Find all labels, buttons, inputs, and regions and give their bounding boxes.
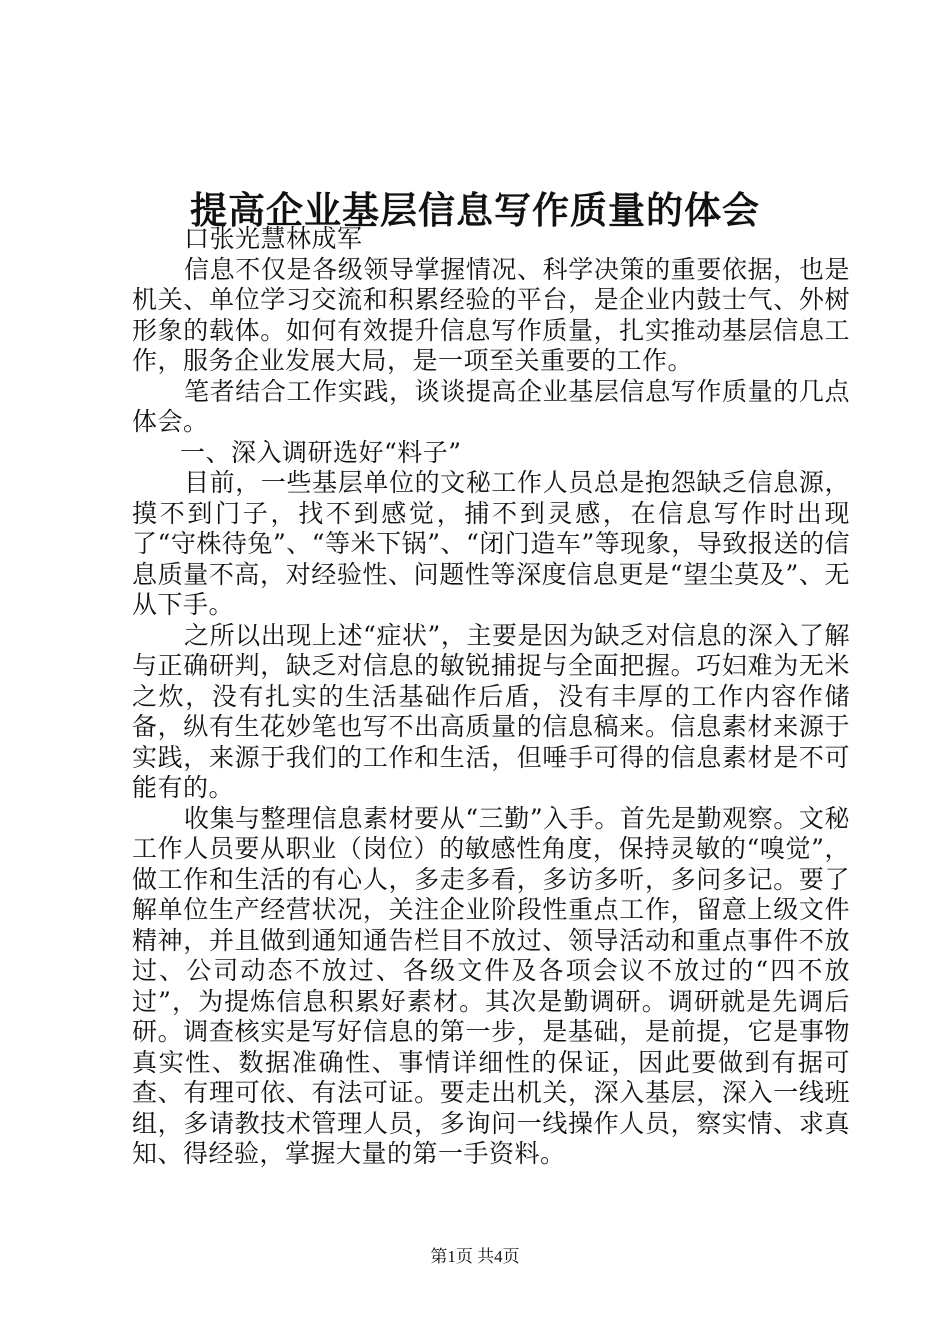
- paragraph-intro-2: 笔者结合工作实践，谈谈提高企业基层信息写作质量的几点体会。: [132, 376, 850, 436]
- section-heading-1: 一、深入调研选好“料子”: [180, 437, 462, 467]
- paragraph-section-1-2: 之所以出现上述“症状”，主要是因为缺乏对信息的深入了解与正确研判，缺乏对信息的敏锐捕捉与全面把握。巧妇难为无米之炊，没有扎实的生活基础作后盾，没有丰厚的工作内容作储备，纵有生花妙笔也写不出高质量的信息稿来。信息素材来源于实践，来源于我们的工作和生活，但唾手可得的信息素材是不可能有的。: [132, 620, 850, 802]
- paragraph-section-1-1: 目前，一些基层单位的文秘工作人员总是抱怨缺乏信息源，摸不到门子，找不到感觉，捕不到灵感，在信息写作时出现了“守株待兔”、“等米下锅”、“闭门造车”等现象，导致报送的信息质量不高，对经验性、问题性等深度信息更是“望尘莫及”、无从下手。: [132, 468, 850, 619]
- document-body: [132, 224, 850, 1170]
- page-number-footer: 第1页 共4页: [430, 1247, 520, 1266]
- author-line: 口张光慧林成军: [184, 224, 363, 253]
- paragraph-intro-1: 信息不仅是各级领导掌握情况、科学决策的重要依据，也是机关、单位学习交流和积累经验的平台，是企业内鼓士气、外树形象的载体。如何有效提升信息写作质量，扎实推动基层信息工作，服务企业发展大局，是一项至关重要的工作。: [132, 254, 850, 375]
- paragraph-section-1-3: 收集与整理信息素材要从“三勤”入手。首先是勤观察。文秘工作人员要从职业（岗位）的敏感性角度，保持灵敏的“嗅觉”，做工作和生活的有心人，多走多看，多访多听，多问多记。要了解单位生产经营状况，关注企业阶段性重点工作，留意上级文件精神，并且做到通知通告栏目不放过、领导活动和重点事件不放过、公司动态不放过、各级文件及各项会议不放过的“四不放过”，为提炼信息积累好素材。其次是勤调研。调研就是先调后研。调查核实是写好信息的第一步，是基础，是前提，它是事物真实性、数据准确性、事情详细性的保证，因此要做到有据可查、有理可依、有法可证。要走出机关，深入基层，深入一线班组，多请教技术管理人员，多询问一线操作人员，察实情、求真知、得经验，掌握大量的第一手资料。: [132, 803, 850, 1168]
- document-title: 提高企业基层信息写作质量的体会: [190, 188, 760, 232]
